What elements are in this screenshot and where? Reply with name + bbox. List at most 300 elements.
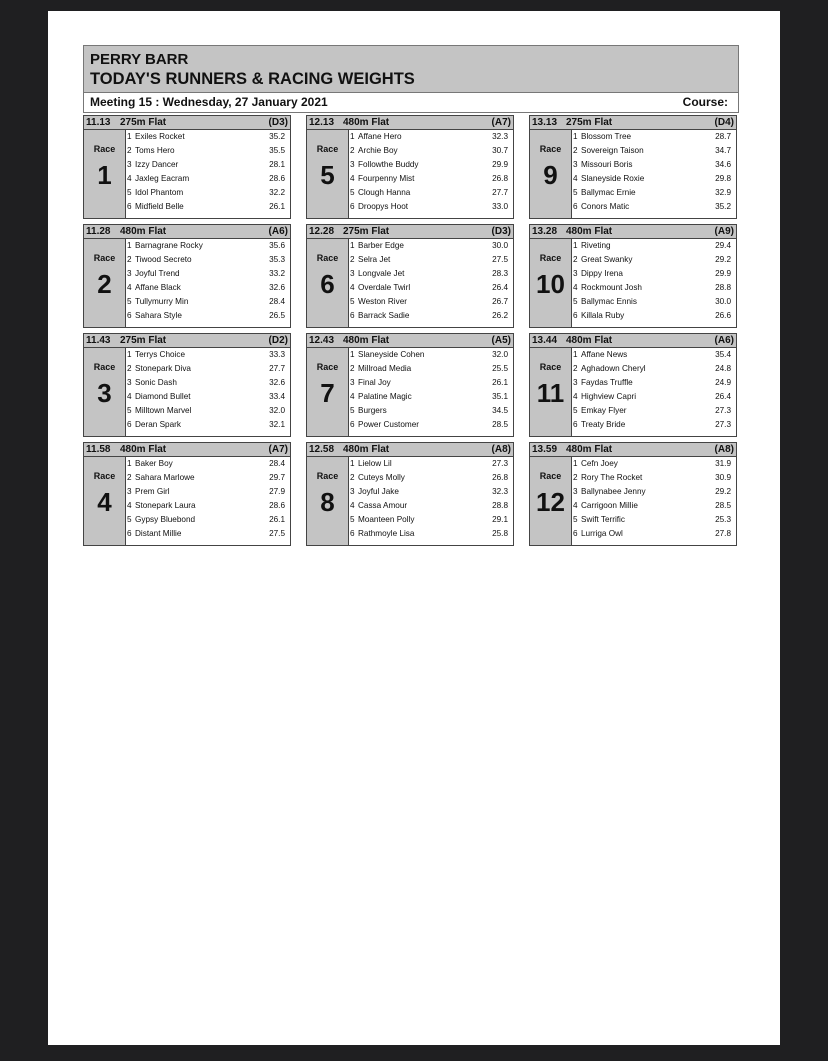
runner-weight: 27.5 (492, 255, 508, 265)
runner-name: Exiles Rocket (135, 132, 185, 141)
trap-number: 3 (573, 487, 578, 497)
trap-number: 6 (350, 202, 355, 212)
runner-weight: 26.1 (269, 515, 285, 525)
race-number-panel (84, 457, 126, 545)
runner-name: Aghadown Cheryl (581, 364, 646, 374)
trap-number: 4 (127, 283, 132, 293)
runner-name: Fourpenny Mist (358, 174, 415, 184)
race-grade: (D3) (491, 226, 511, 237)
trap-number: 4 (350, 174, 355, 184)
runner-weight: 29.8 (715, 174, 731, 184)
runner-name: Baker Boy (135, 459, 173, 468)
runner-weight: 26.8 (492, 174, 508, 184)
race-number-panel (530, 348, 572, 436)
race-grade: (A6) (268, 226, 288, 237)
runner-row (126, 348, 290, 362)
runner-row (572, 144, 736, 158)
runner-name: Ballymac Ernie (581, 188, 636, 198)
trap-number: 2 (573, 364, 578, 374)
runner-row (349, 295, 513, 309)
race-number: 8 (320, 487, 335, 517)
runner-row (572, 172, 736, 186)
runner-weight: 28.4 (269, 459, 285, 468)
trap-number: 3 (573, 269, 578, 279)
runner-row (126, 418, 290, 432)
race-time: 11.43 (86, 335, 111, 346)
race-header (530, 443, 736, 457)
runner-list (572, 348, 736, 436)
runner-name: Conors Matic (581, 202, 630, 212)
trap-number: 4 (127, 392, 132, 402)
runner-row (349, 281, 513, 295)
race-number: 2 (97, 269, 112, 299)
trap-number: 1 (573, 350, 578, 359)
runner-list (572, 457, 736, 545)
runner-list (349, 457, 513, 545)
runner-name: Prem Girl (135, 487, 170, 497)
runner-row (572, 485, 736, 499)
runner-name: Barrack Sadie (358, 311, 410, 321)
race-number: 3 (97, 378, 112, 408)
runner-name: Jaxleg Eacram (135, 174, 190, 184)
runner-name: Archie Boy (358, 146, 398, 156)
trap-number: 5 (350, 406, 355, 416)
runner-weight: 26.4 (492, 283, 508, 293)
runner-name: Rockmount Josh (581, 283, 642, 293)
trap-number: 4 (350, 501, 355, 511)
runner-name: Lurriga Owl (581, 529, 623, 539)
race-label: Race (539, 144, 562, 154)
runner-weight: 32.1 (269, 420, 285, 430)
trap-number: 2 (573, 473, 578, 483)
runner-name: Moanteen Polly (358, 515, 415, 525)
trap-number: 3 (573, 378, 578, 388)
race-number-panel (307, 348, 349, 436)
race-box (83, 115, 291, 219)
runner-row (126, 158, 290, 172)
runner-name: Rathmoyle Lisa (358, 529, 415, 539)
runner-weight: 26.4 (715, 392, 731, 402)
runner-weight: 32.3 (492, 132, 508, 141)
runner-name: Killala Ruby (581, 311, 625, 321)
runner-row (349, 158, 513, 172)
runner-weight: 28.8 (492, 501, 508, 511)
race-header (84, 443, 290, 457)
runner-name: Blossom Tree (581, 132, 632, 141)
runner-row (126, 309, 290, 323)
runner-name: Rory The Rocket (581, 473, 643, 483)
runner-weight: 25.8 (492, 529, 508, 539)
runner-name: Stonepark Laura (135, 501, 196, 511)
race-header (307, 116, 513, 130)
runner-name: Deran Spark (135, 420, 181, 430)
runner-name: Affane Black (135, 283, 181, 293)
race-number-panel (530, 239, 572, 327)
trap-number: 1 (350, 241, 355, 250)
trap-number: 2 (350, 473, 355, 483)
runner-row (572, 253, 736, 267)
race-number-panel (307, 457, 349, 545)
race-box (529, 442, 737, 546)
race-number-panel (307, 239, 349, 327)
trap-number: 3 (127, 269, 132, 279)
runner-name: Joyful Jake (358, 487, 399, 497)
race-grade: (A7) (268, 444, 288, 455)
runner-weight: 28.1 (269, 160, 285, 170)
runner-weight: 27.8 (715, 529, 731, 539)
runner-row (349, 513, 513, 527)
race-number-panel (84, 348, 126, 436)
runner-row (572, 527, 736, 541)
runner-name: Slaneyside Cohen (358, 350, 425, 359)
runner-row (349, 404, 513, 418)
race-number: 1 (97, 160, 112, 190)
runner-name: Izzy Dancer (135, 160, 179, 170)
runner-name: Distant Millie (135, 529, 182, 539)
runner-name: Missouri Boris (581, 160, 633, 170)
race-grade: (A7) (491, 117, 511, 128)
runner-row (572, 499, 736, 513)
runner-name: Great Swanky (581, 255, 633, 265)
race-number: 10 (536, 269, 565, 299)
race-card-page (48, 11, 780, 1045)
race-number: 11 (536, 378, 565, 408)
runner-weight: 32.3 (492, 487, 508, 497)
runner-name: Toms Hero (135, 146, 175, 156)
race-distance: 480m Flat (343, 444, 390, 455)
race-header (84, 116, 290, 130)
runner-list (126, 348, 290, 436)
trap-number: 1 (127, 459, 132, 468)
runner-row (349, 471, 513, 485)
runner-name: Tullymurry Min (135, 297, 189, 307)
trap-number: 3 (573, 160, 578, 170)
runner-list (349, 348, 513, 436)
race-number-panel (84, 239, 126, 327)
trap-number: 4 (573, 392, 578, 402)
trap-number: 5 (127, 188, 132, 198)
runner-weight: 29.7 (269, 473, 285, 483)
card-header (83, 45, 739, 93)
runner-weight: 25.3 (715, 515, 731, 525)
runner-row (126, 253, 290, 267)
runner-row (349, 267, 513, 281)
runner-name: Stonepark Diva (135, 364, 191, 374)
race-number: 5 (320, 160, 335, 190)
race-label: Race (316, 253, 339, 263)
race-number-panel (530, 130, 572, 218)
runner-name: Overdale Twirl (358, 283, 411, 293)
runner-row (572, 281, 736, 295)
runner-row (349, 200, 513, 214)
runner-weight: 29.9 (715, 269, 731, 279)
runner-row (126, 144, 290, 158)
trap-number: 2 (127, 146, 132, 156)
runner-name: Palatine Magic (358, 392, 412, 402)
trap-number: 2 (127, 255, 132, 265)
trap-number: 3 (127, 378, 132, 388)
runner-row (572, 186, 736, 200)
runner-weight: 34.6 (715, 160, 731, 170)
runner-row (572, 418, 736, 432)
runner-name: Ballymac Ennis (581, 297, 637, 307)
race-grade: (A6) (714, 335, 734, 346)
race-grade: (A8) (491, 444, 511, 455)
runner-name: Diamond Bullet (135, 392, 191, 402)
trap-number: 2 (350, 146, 355, 156)
runner-name: Droopys Hoot (358, 202, 409, 212)
runner-weight: 27.3 (715, 406, 731, 416)
race-label: Race (316, 144, 339, 154)
trap-number: 4 (573, 501, 578, 511)
runner-name: Selra Jet (358, 255, 391, 265)
runner-weight: 28.5 (715, 501, 731, 511)
runner-weight: 28.4 (269, 297, 285, 307)
race-box (529, 115, 737, 219)
race-distance: 480m Flat (343, 117, 390, 128)
meeting-info: Meeting 15 : Wednesday, 27 January 2021 (90, 95, 328, 109)
trap-number: 6 (127, 311, 132, 321)
trap-number: 2 (350, 255, 355, 265)
runner-row (349, 253, 513, 267)
race-header (530, 334, 736, 348)
race-label: Race (539, 471, 562, 481)
runner-row (126, 267, 290, 281)
race-number: 9 (543, 160, 558, 190)
runner-name: Dippy Irena (581, 269, 623, 279)
trap-number: 6 (127, 202, 132, 212)
trap-number: 5 (350, 515, 355, 525)
race-number-panel (530, 457, 572, 545)
runner-weight: 27.3 (715, 420, 731, 430)
runner-name: Clough Hanna (358, 188, 411, 198)
trap-number: 1 (127, 241, 132, 250)
runner-name: Barber Edge (358, 241, 404, 250)
trap-number: 5 (573, 297, 578, 307)
runner-row (126, 295, 290, 309)
runner-weight: 28.7 (715, 132, 731, 141)
race-distance: 275m Flat (566, 117, 613, 128)
runner-name: Riveting (581, 241, 611, 250)
meeting-bar (83, 92, 739, 113)
trap-number: 2 (127, 364, 132, 374)
race-time: 13.13 (532, 117, 558, 128)
trap-number: 1 (573, 132, 578, 141)
runner-weight: 34.7 (715, 146, 731, 156)
runner-weight: 26.1 (492, 378, 508, 388)
race-label: Race (93, 144, 116, 154)
runner-row (572, 348, 736, 362)
runner-weight: 32.0 (492, 350, 508, 359)
trap-number: 3 (350, 269, 355, 279)
runner-row (126, 376, 290, 390)
race-header (530, 116, 736, 130)
runner-row (349, 186, 513, 200)
race-time: 12.58 (309, 444, 335, 455)
race-grade: (D2) (268, 335, 288, 346)
runner-row (126, 513, 290, 527)
runner-name: Slaneyside Roxie (581, 174, 645, 184)
runner-weight: 30.0 (492, 241, 508, 250)
trap-number: 1 (573, 459, 578, 468)
race-label: Race (93, 362, 116, 372)
runner-row (572, 457, 736, 471)
race-header (307, 334, 513, 348)
runner-weight: 32.2 (269, 188, 285, 198)
race-time: 13.28 (532, 226, 558, 237)
runner-row (572, 404, 736, 418)
runner-name: Midfield Belle (135, 202, 184, 212)
runner-name: Swift Terrific (581, 515, 625, 525)
runner-name: Treaty Bride (581, 420, 626, 430)
race-box (306, 333, 514, 437)
runner-row (126, 186, 290, 200)
runner-weight: 33.3 (269, 350, 285, 359)
trap-number: 5 (573, 515, 578, 525)
trap-number: 4 (127, 174, 132, 184)
trap-number: 3 (350, 487, 355, 497)
trap-number: 1 (573, 241, 578, 250)
runner-name: Gypsy Bluebond (135, 515, 196, 525)
runner-weight: 32.0 (269, 406, 285, 416)
trap-number: 4 (127, 501, 132, 511)
trap-number: 1 (350, 132, 355, 141)
race-header (307, 225, 513, 239)
runner-row (126, 499, 290, 513)
race-box (306, 224, 514, 328)
trap-number: 1 (350, 350, 355, 359)
race-header (84, 225, 290, 239)
trap-number: 6 (127, 420, 132, 430)
runner-name: Millroad Media (358, 364, 412, 374)
runner-name: Sovereign Taison (581, 146, 644, 156)
trap-number: 5 (350, 188, 355, 198)
runner-row (126, 485, 290, 499)
runner-weight: 25.5 (492, 364, 508, 374)
runner-row (349, 390, 513, 404)
race-grade: (A5) (491, 335, 511, 346)
runner-weight: 26.6 (715, 311, 731, 321)
runner-list (349, 130, 513, 218)
trap-number: 1 (127, 350, 132, 359)
race-time: 12.43 (309, 335, 335, 346)
runner-name: Sahara Marlowe (135, 473, 195, 483)
runner-row (126, 239, 290, 253)
venue-name: PERRY BARR (90, 51, 189, 68)
runner-name: Longvale Jet (358, 269, 405, 279)
runner-name: Sahara Style (135, 311, 182, 321)
trap-number: 4 (350, 392, 355, 402)
runner-row (126, 404, 290, 418)
runner-row (349, 172, 513, 186)
race-label: Race (539, 362, 562, 372)
trap-number: 3 (350, 378, 355, 388)
runner-name: Tiwood Secreto (135, 255, 192, 265)
runner-row (126, 527, 290, 541)
trap-number: 5 (573, 406, 578, 416)
runner-weight: 30.7 (492, 146, 508, 156)
trap-number: 5 (127, 297, 132, 307)
race-label: Race (316, 471, 339, 481)
runner-list (126, 130, 290, 218)
trap-number: 6 (350, 420, 355, 430)
runner-weight: 26.7 (492, 297, 508, 307)
trap-number: 4 (573, 283, 578, 293)
runner-list (349, 239, 513, 327)
race-number-panel (307, 130, 349, 218)
race-time: 12.13 (309, 117, 335, 128)
trap-number: 6 (573, 420, 578, 430)
runner-weight: 27.9 (269, 487, 285, 497)
runner-name: Final Joy (358, 378, 391, 388)
runner-row (572, 200, 736, 214)
runner-name: Milltown Marvel (135, 406, 192, 416)
runner-weight: 35.2 (715, 202, 731, 212)
race-time: 12.28 (309, 226, 335, 237)
runner-list (572, 239, 736, 327)
runner-weight: 27.3 (492, 459, 508, 468)
trap-number: 2 (573, 255, 578, 265)
runner-weight: 35.6 (269, 241, 285, 250)
race-header (84, 334, 290, 348)
runner-weight: 34.5 (492, 406, 508, 416)
runner-row (349, 309, 513, 323)
race-distance: 480m Flat (566, 226, 613, 237)
race-number-panel (84, 130, 126, 218)
runner-weight: 29.1 (492, 515, 508, 525)
runner-row (572, 158, 736, 172)
race-number: 7 (320, 378, 335, 408)
trap-number: 6 (573, 202, 578, 212)
runner-row (349, 457, 513, 471)
runner-weight: 30.0 (715, 297, 731, 307)
runner-weight: 26.1 (269, 202, 285, 212)
race-header (307, 443, 513, 457)
trap-number: 1 (127, 132, 132, 141)
trap-number: 6 (127, 529, 132, 539)
trap-number: 6 (350, 311, 355, 321)
runner-name: Faydas Truffle (581, 378, 633, 388)
runner-row (126, 281, 290, 295)
race-label: Race (93, 471, 116, 481)
trap-number: 4 (350, 283, 355, 293)
runner-row (349, 130, 513, 144)
runner-weight: 33.2 (269, 269, 285, 279)
race-distance: 275m Flat (343, 226, 390, 237)
race-number: 6 (320, 269, 335, 299)
runner-name: Lielow Lil (358, 459, 392, 468)
runner-row (572, 471, 736, 485)
race-header (530, 225, 736, 239)
runner-name: Cuteys Molly (358, 473, 405, 483)
runner-weight: 26.8 (492, 473, 508, 483)
runner-weight: 26.5 (269, 311, 285, 321)
race-label: Race (316, 362, 339, 372)
trap-number: 6 (573, 529, 578, 539)
runner-name: Idol Phantom (135, 188, 184, 198)
runner-weight: 29.4 (715, 241, 731, 250)
runner-weight: 28.8 (715, 283, 731, 293)
race-distance: 275m Flat (120, 117, 167, 128)
runner-weight: 32.6 (269, 283, 285, 293)
runner-name: Emkay Flyer (581, 406, 627, 416)
course-label: Course: (682, 95, 728, 109)
runner-row (126, 172, 290, 186)
runner-row (572, 362, 736, 376)
runner-row (572, 130, 736, 144)
runner-row (349, 239, 513, 253)
race-distance: 480m Flat (566, 335, 613, 346)
